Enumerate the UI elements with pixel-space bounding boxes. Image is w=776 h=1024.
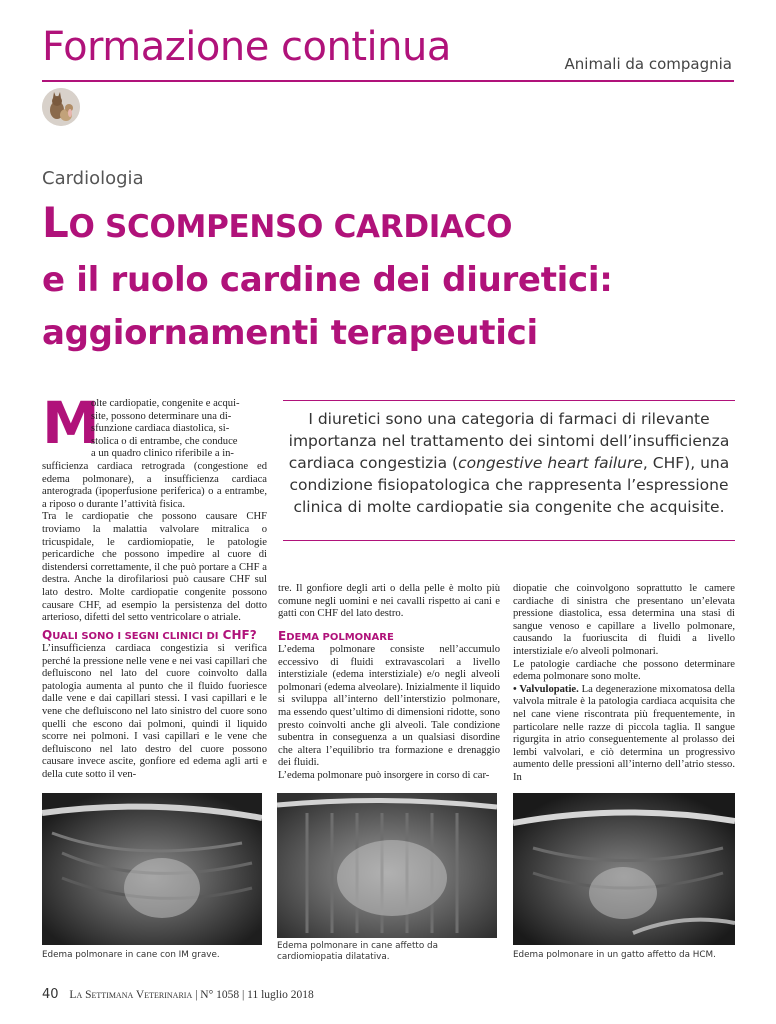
column-3 xyxy=(513,583,735,785)
section-title: Formazione continua xyxy=(42,24,451,70)
edema-heading: EDEMA POLMONARE xyxy=(278,629,394,643)
intro-paragraph xyxy=(42,461,267,625)
edema-text-2: L’edema polmonare può insorgere in corso di car- xyxy=(278,769,490,781)
col3-text-1: diopatie che coinvolgono soprattutto le camere cardiache di sinistra che presentano un’elevata pressione diastolica, essa determina una stasi di sangue venoso e capillare a livello polmonare, causando la fuoriuscita di fluidi a livello interstiziale e/o alveoli polmonari. xyxy=(513,583,735,657)
title-line-2: e il ruolo cardine dei diuretici: xyxy=(42,260,613,300)
intro-line: stolica o di entrambe, che conduce xyxy=(91,435,238,447)
cat-dog-icon xyxy=(42,88,80,126)
intro-paragraph-2: Tra le cardiopatie che possono causare CHF troviamo la malattia valvolare mitralica o tricuspidale, le cardiomiopatie, le patologie pericardiche che possono impedire al cuore di distendersi correttamente, il che può portare a CHF a destra. Anche la dirofilariosi può causare CHF sul lato destro. Molte cardiopatie congenite possono causare CHF, ad esempio la persistenza del dotto arterioso, difetti del setto ventricolare o atriale. xyxy=(42,511,267,624)
intro-lines xyxy=(91,398,267,461)
pull-quote-italic: congestive heart failure xyxy=(458,454,643,472)
intro-line: site, possono determinare una di- xyxy=(91,410,232,422)
col3-text-3-body: La degenerazione mixomatosa della valvola mitrale è la patologia cardiaca acquisita che nel cane viene riscontrata più frequentemente, in particolare nelle razze di piccola taglia. Il sangue rigurgita in atrio conseguentemente al prolasso dei lembi valvolari, e ciò determina un progressivo aumento delle pressioni all’interno dell’atrio stesso. In xyxy=(513,683,735,783)
signs-text: L’insufficienza cardiaca congestizia si verifica perché la pressione nelle vene e nei vasi capillari che defluiscono nel lato del cuore coinvolto dalla patologia aumenta al punto che il fluido fuoriesce dalle vene e dai capillari stessi. I vasi capillari e le vene che defluiscono nel lato sinistro del cuore sono quelli che escono dai polmoni, quindi il liquido scorre nei polmoni. I vasi capillari e le vene che defluiscono nel lato destro del cuore possono causare invece ascite, gonfiore ed edema agli arti e della cute sotto il ven- xyxy=(42,643,267,780)
page-footer xyxy=(42,987,314,1002)
title-line-1: LO SCOMPENSO CARDIACO xyxy=(42,198,513,247)
drop-cap: M xyxy=(42,389,100,457)
col3-text-3 xyxy=(513,684,735,785)
signs-paragraph xyxy=(42,643,267,782)
pull-quote-text-end: , CHF), una condizione fisiopatologica che rappresenta l’espressione clinica di molte cardiopatie sia congenite che acquisite. xyxy=(289,454,730,516)
pull-quote xyxy=(283,408,735,518)
edema-paragraph xyxy=(278,644,500,783)
xray-image-2 xyxy=(277,793,497,938)
footer-separator: | xyxy=(241,989,248,1001)
signs-heading: QUALI SONO I SEGNI CLINICI DI CHF? xyxy=(42,628,257,642)
xray-image-1 xyxy=(42,793,262,945)
pull-quote-rule-top xyxy=(283,400,735,401)
section-subtitle: Animali da compagnia xyxy=(564,55,732,73)
title-line-3: aggiornamenti terapeutici xyxy=(42,313,538,353)
page-number: 40 xyxy=(42,987,59,1002)
intro-line: sfunzione cardiaca diastolica, si- xyxy=(91,423,230,435)
pull-quote-rule-bottom xyxy=(283,540,735,541)
intro-rest: sufficienza cardiaca retrograda (congestione ed edema polmonare), a insufficienza cardiaca anterograda (ipoperfusione periferica) o a entrambe, a riposo o durante l’attività fisica. xyxy=(42,461,267,510)
intro-line: olte cardiopatie, congenite e acqui- xyxy=(91,398,240,409)
edema-text-1: L’edema polmonare consiste nell’accumulo eccessivo di fluidi extravascolari a livello interstiziale (edema interstiziale) e/o negli alveoli polmonari (edema alveolare). Inizialmente il liquido si sviluppa all’interno dell’interstizio polmonare, ma essendo quest’ultimo di dimensioni ridotte, sono presto coinvolti anche gli alveoli. Tale condizione subentra in conseguenza a un qualsiasi disordine che altera l’equilibrio tra formazione e drenaggio dei fluidi. xyxy=(278,644,500,769)
valvulopatie-label: • Valvulopatie. xyxy=(513,683,579,695)
article-title xyxy=(42,196,742,360)
col3-text-2: Le patologie cardiache che possono determinare edema polmonare sono molte. xyxy=(513,658,735,683)
header-rule xyxy=(42,80,734,82)
article-category: Cardiologia xyxy=(42,168,144,189)
footer-separator: | xyxy=(195,989,201,1001)
figure-caption-1: Edema polmonare in cane con IM grave. xyxy=(42,950,220,960)
intro-line: a un quadro clinico riferibile a in- xyxy=(91,448,234,460)
figure-caption-2: Edema polmonare in cane affetto da cardiomiopatia dilatativa. xyxy=(277,941,439,962)
pull-quote-text: I diuretici sono una categoria di farmaci di rilevante importanza nel trattamento dei sintomi dell’insufficienza cardiaca congestizia ( xyxy=(288,410,730,472)
figure-caption-3: Edema polmonare in un gatto affetto da HCM. xyxy=(513,950,716,960)
journal-name: La Settimana Veterinaria xyxy=(69,989,193,1001)
issue-number: N° 1058 xyxy=(200,989,240,1001)
column-2-top xyxy=(278,583,500,621)
xray-image-3 xyxy=(513,793,735,945)
col2-text: tre. Il gonfiore degli arti o della pelle è molto più comune negli uomini e nei cavalli rispetto ai cani e gatti con CHF del lato destro. xyxy=(278,583,500,620)
issue-date: 11 luglio 2018 xyxy=(247,989,314,1001)
